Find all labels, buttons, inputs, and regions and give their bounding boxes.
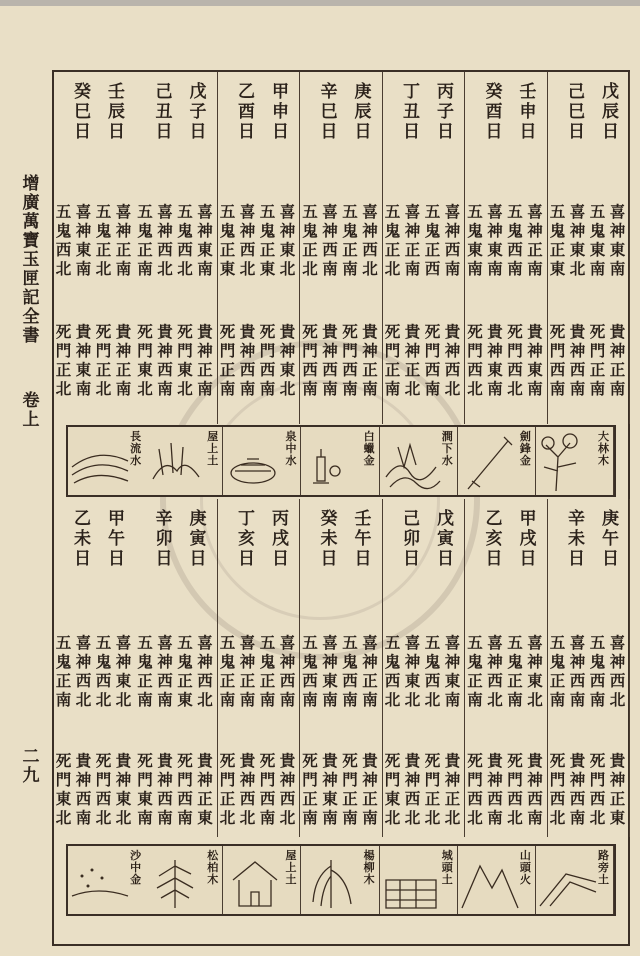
noble-direction-group — [218, 322, 297, 398]
noble-direction: 貴 神 西 南 — [487, 751, 503, 827]
noble-direction: 死 門 西 北 — [589, 751, 606, 827]
volume-label: 卷 上 — [22, 391, 40, 430]
noble-direction: 貴 神 西 南 — [569, 751, 586, 827]
noble-direction: 死 門 正 南 — [384, 322, 401, 398]
noble-direction: 死 門 東 北 — [55, 751, 72, 827]
noble-direction: 貴 神 東 南 — [75, 322, 92, 398]
noble-direction: 貴 神 西 南 — [527, 751, 543, 827]
spirit-direction: 喜 神 正 南 — [239, 633, 256, 709]
spirit-direction: 五 鬼 正 東 — [259, 202, 276, 278]
day-name: 丙 子 日 — [437, 82, 454, 142]
element-cell — [145, 846, 223, 914]
spirit-direction: 喜 神 東 北 — [404, 633, 421, 709]
spirit-direction: 五 鬼 正 南 — [259, 633, 276, 709]
day-name: 己 卯 日 — [403, 509, 420, 569]
spirit-direction-group — [466, 202, 545, 278]
noble-direction: 死 門 正 北 — [55, 322, 72, 398]
element-cell — [68, 427, 145, 495]
noble-direction: 死 門 正 南 — [342, 751, 358, 827]
noble-direction: 貴 神 西 北 — [279, 751, 296, 827]
element-cell — [145, 427, 223, 495]
noble-direction: 死 門 正 北 — [424, 751, 441, 827]
day-pair-column — [465, 72, 548, 424]
noble-direction-group — [136, 322, 215, 398]
spirit-direction: 五 鬼 正 北 — [95, 202, 112, 278]
bottom-day-table — [52, 499, 630, 837]
spirit-direction: 喜 神 東 北 — [569, 202, 586, 278]
spirit-direction-group — [218, 633, 297, 709]
spirit-direction: 五 鬼 西 北 — [95, 633, 112, 709]
noble-direction-group — [466, 322, 545, 398]
noble-direction: 貴 神 西 南 — [569, 322, 586, 398]
top-day-table — [52, 72, 630, 424]
spirit-direction: 五 鬼 西 南 — [507, 202, 523, 278]
spirit-direction: 喜 神 西 北 — [487, 633, 503, 709]
noble-direction: 死 門 東 北 — [384, 751, 401, 827]
day-name: 壬 辰 日 — [108, 82, 125, 142]
day-name: 庚 寅 日 — [189, 509, 207, 569]
noble-direction: 死 門 西 北 — [467, 751, 483, 827]
noble-direction-group — [136, 751, 215, 827]
spirit-direction: 喜 神 東 南 — [444, 633, 461, 709]
spirit-direction-group — [383, 633, 462, 709]
element-label: 大 林 木 — [598, 430, 609, 467]
noble-direction: 貴 神 正 南 — [609, 322, 626, 398]
noble-direction: 貴 神 正 東 — [609, 751, 626, 827]
top-edge — [0, 0, 640, 6]
noble-direction-group — [548, 751, 627, 827]
element-illustration-band-2 — [66, 844, 616, 916]
spirit-direction: 喜 神 西 南 — [157, 633, 173, 709]
element-cell — [380, 427, 458, 495]
spirit-direction-group — [301, 202, 380, 278]
day-pair-column — [465, 499, 548, 837]
noble-direction: 貴 神 西 南 — [157, 751, 173, 827]
day-name: 丁 亥 日 — [238, 509, 255, 569]
noble-direction: 死 門 正 北 — [95, 322, 112, 398]
element-cell — [458, 427, 536, 495]
spirit-direction-group — [54, 202, 133, 278]
noble-direction: 死 門 西 南 — [259, 322, 276, 398]
noble-direction-group — [383, 751, 462, 827]
day-name: 甲 戌 日 — [519, 509, 537, 569]
element-cell — [458, 846, 536, 914]
noble-direction-group — [54, 322, 133, 398]
noble-direction: 貴 神 西 南 — [75, 751, 92, 827]
spirit-direction: 五 鬼 東 南 — [467, 202, 483, 278]
noble-direction: 死 門 西 南 — [259, 751, 276, 827]
day-name: 癸 巳 日 — [74, 82, 91, 142]
noble-direction-group — [301, 322, 380, 398]
day-pair-column — [53, 72, 136, 424]
spirit-direction: 五 鬼 正 東 — [549, 202, 566, 278]
noble-direction-group — [218, 751, 297, 827]
spirit-direction: 五 鬼 正 南 — [137, 633, 153, 709]
day-name: 丁 丑 日 — [403, 82, 420, 142]
spirit-direction: 喜 神 正 南 — [115, 202, 132, 278]
noble-direction: 死 門 西 南 — [342, 322, 358, 398]
noble-direction-group — [54, 751, 133, 827]
day-name: 癸 未 日 — [320, 509, 338, 569]
noble-direction-group — [383, 322, 462, 398]
spirit-direction: 喜 神 西 南 — [444, 202, 461, 278]
element-cell — [536, 427, 614, 495]
element-label: 澗 下 水 — [441, 430, 453, 467]
spirit-direction: 喜 神 西 北 — [239, 202, 256, 278]
spirit-direction: 喜 神 正 南 — [527, 202, 543, 278]
noble-direction: 死 門 東 南 — [137, 751, 153, 827]
spirit-direction: 五 鬼 正 南 — [137, 202, 153, 278]
day-name: 戊 辰 日 — [602, 82, 619, 142]
noble-direction: 貴 神 正 南 — [362, 751, 378, 827]
noble-direction: 死 門 西 北 — [507, 322, 523, 398]
spirit-direction: 五 鬼 西 北 — [177, 202, 193, 278]
noble-direction: 死 門 西 南 — [549, 322, 566, 398]
spirit-direction: 喜 神 東 南 — [75, 202, 92, 278]
day-pair-column — [135, 72, 218, 424]
day-name: 戊 子 日 — [189, 82, 207, 142]
page-number: 二 九 — [22, 747, 40, 786]
spirit-direction: 五 鬼 正 東 — [177, 633, 193, 709]
spirit-direction: 喜 神 西 南 — [322, 202, 338, 278]
element-label: 屋 上 土 — [207, 430, 219, 467]
noble-direction: 貴 神 西 北 — [239, 751, 256, 827]
day-pair-column — [383, 499, 466, 837]
noble-direction: 貴 神 正 北 — [444, 751, 461, 827]
day-name: 庚 辰 日 — [354, 82, 372, 142]
element-illustration-band-1 — [66, 425, 616, 497]
day-pair-column — [383, 72, 466, 424]
spirit-direction: 喜 神 正 南 — [404, 202, 421, 278]
element-cell — [223, 846, 301, 914]
day-name: 甲 午 日 — [108, 509, 125, 569]
spirit-direction: 五 鬼 西 北 — [55, 202, 72, 278]
day-pair-column — [218, 72, 301, 424]
spirit-direction-group — [301, 633, 380, 709]
day-name: 辛 未 日 — [568, 509, 585, 569]
day-name: 辛 卯 日 — [155, 509, 173, 569]
spirit-direction-group — [136, 633, 215, 709]
day-name: 乙 亥 日 — [485, 509, 503, 569]
noble-direction: 貴 神 西 南 — [157, 322, 173, 398]
day-name: 己 巳 日 — [568, 82, 585, 142]
element-label: 松 柏 木 — [207, 849, 219, 886]
spirit-direction: 五 鬼 正 南 — [342, 202, 358, 278]
book-title: 增 廣 萬 寶 玉 匣 記 全 書 — [22, 174, 40, 346]
element-cell — [301, 427, 379, 495]
day-pair-column — [218, 499, 301, 837]
noble-direction: 貴 神 東 北 — [115, 751, 132, 827]
element-cell — [68, 846, 145, 914]
noble-direction: 貴 神 正 北 — [404, 322, 421, 398]
noble-direction: 死 門 西 北 — [507, 751, 523, 827]
noble-direction: 貴 神 東 北 — [279, 322, 296, 398]
noble-direction: 貴 神 西 北 — [444, 322, 461, 398]
spirit-direction: 喜 神 東 南 — [487, 202, 503, 278]
spirit-direction-group — [136, 202, 215, 278]
day-name: 甲 申 日 — [272, 82, 289, 142]
spirit-direction-group — [218, 202, 297, 278]
spirit-direction: 喜 神 西 南 — [279, 633, 296, 709]
spirit-direction: 五 鬼 正 南 — [219, 633, 236, 709]
noble-direction: 貴 神 正 南 — [197, 322, 213, 398]
spirit-direction: 五 鬼 正 南 — [549, 633, 566, 709]
element-label: 白 蠟 金 — [363, 430, 375, 467]
day-name: 乙 未 日 — [74, 509, 91, 569]
day-name: 戊 寅 日 — [437, 509, 454, 569]
spirit-direction: 五 鬼 正 南 — [55, 633, 72, 709]
noble-direction: 貴 神 正 南 — [362, 322, 378, 398]
spirit-direction: 五 鬼 西 南 — [342, 633, 358, 709]
day-name: 丙 戌 日 — [272, 509, 289, 569]
spirit-direction: 喜 神 西 北 — [362, 202, 378, 278]
spirit-direction: 五 鬼 西 南 — [302, 633, 318, 709]
spirit-direction-group — [466, 633, 545, 709]
spirit-direction: 五 鬼 東 南 — [589, 202, 606, 278]
spirit-direction: 喜 神 正 南 — [362, 633, 378, 709]
spirit-direction: 喜 神 東 南 — [322, 633, 338, 709]
element-label: 長 流 水 — [130, 430, 142, 467]
noble-direction: 死 門 東 北 — [137, 322, 153, 398]
day-name: 己 丑 日 — [155, 82, 173, 142]
day-pair-column — [135, 499, 218, 837]
day-name: 辛 巳 日 — [320, 82, 338, 142]
day-name: 癸 酉 日 — [485, 82, 503, 142]
noble-direction: 死 門 東 北 — [177, 322, 193, 398]
spirit-direction: 喜 神 西 北 — [609, 633, 626, 709]
element-cell — [536, 846, 614, 914]
noble-direction: 死 門 西 北 — [95, 751, 112, 827]
noble-direction: 死 門 西 北 — [467, 322, 483, 398]
spirit-direction: 喜 神 東 北 — [279, 202, 296, 278]
spirit-direction: 五 鬼 正 北 — [302, 202, 318, 278]
noble-direction-group — [301, 751, 380, 827]
element-cell — [380, 846, 458, 914]
element-label: 楊 柳 木 — [363, 849, 375, 886]
noble-direction: 死 門 正 北 — [219, 751, 236, 827]
noble-direction: 死 門 西 南 — [424, 322, 441, 398]
element-label: 劍 鋒 金 — [519, 430, 531, 467]
day-pair-column — [548, 499, 631, 837]
day-pair-column — [300, 72, 383, 424]
spirit-direction: 喜 神 東 南 — [197, 202, 213, 278]
spirit-direction: 五 鬼 西 北 — [384, 633, 401, 709]
element-label: 路 旁 土 — [598, 849, 609, 886]
spirit-direction-group — [383, 202, 462, 278]
element-label: 城 頭 土 — [441, 849, 453, 886]
element-label: 屋 上 土 — [285, 849, 297, 886]
day-pair-column — [53, 499, 136, 837]
spirit-direction: 五 鬼 正 東 — [219, 202, 236, 278]
noble-direction: 死 門 正 南 — [219, 322, 236, 398]
noble-direction: 貴 神 西 南 — [322, 322, 338, 398]
noble-direction: 死 門 正 南 — [589, 322, 606, 398]
spirit-direction: 喜 神 西 南 — [569, 633, 586, 709]
noble-direction: 死 門 西 北 — [549, 751, 566, 827]
spirit-direction: 五 鬼 正 北 — [384, 202, 401, 278]
noble-direction: 貴 神 東 南 — [487, 322, 503, 398]
element-label: 山 頭 火 — [519, 849, 531, 886]
noble-direction: 死 門 西 南 — [177, 751, 193, 827]
day-name: 壬 申 日 — [519, 82, 537, 142]
spirit-direction: 五 鬼 西 北 — [424, 633, 441, 709]
spirit-direction: 五 鬼 正 西 — [424, 202, 441, 278]
spirit-direction-group — [548, 202, 627, 278]
day-name: 乙 酉 日 — [238, 82, 255, 142]
spirit-direction: 喜 神 西 北 — [157, 202, 173, 278]
noble-direction: 貴 神 東 南 — [322, 751, 338, 827]
spirit-direction: 五 鬼 正 南 — [467, 633, 483, 709]
spirit-direction: 五 鬼 正 南 — [507, 633, 523, 709]
spirit-direction: 喜 神 西 北 — [197, 633, 213, 709]
noble-direction: 貴 神 東 南 — [527, 322, 543, 398]
noble-direction-group — [548, 322, 627, 398]
day-name: 庚 午 日 — [602, 509, 619, 569]
element-cell — [223, 427, 301, 495]
noble-direction: 死 門 正 南 — [302, 751, 318, 827]
noble-direction: 貴 神 正 東 — [197, 751, 213, 827]
spirit-direction-group — [54, 633, 133, 709]
spirit-direction: 五 鬼 西 南 — [589, 633, 606, 709]
spirit-direction: 喜 神 西 北 — [75, 633, 92, 709]
noble-direction: 死 門 西 南 — [302, 322, 318, 398]
noble-direction: 貴 神 正 南 — [115, 322, 132, 398]
noble-direction: 貴 神 西 南 — [239, 322, 256, 398]
element-label: 沙 中 金 — [130, 849, 142, 886]
spirit-direction: 喜 神 東 北 — [527, 633, 543, 709]
element-cell — [301, 846, 379, 914]
day-pair-column — [548, 72, 631, 424]
spirit-direction-group — [548, 633, 627, 709]
noble-direction: 貴 神 西 北 — [404, 751, 421, 827]
day-name: 壬 午 日 — [354, 509, 372, 569]
day-pair-column — [300, 499, 383, 837]
element-label: 泉 中 水 — [285, 430, 297, 467]
spirit-direction: 喜 神 東 南 — [609, 202, 626, 278]
spirit-direction: 喜 神 東 北 — [115, 633, 132, 709]
noble-direction-group — [466, 751, 545, 827]
